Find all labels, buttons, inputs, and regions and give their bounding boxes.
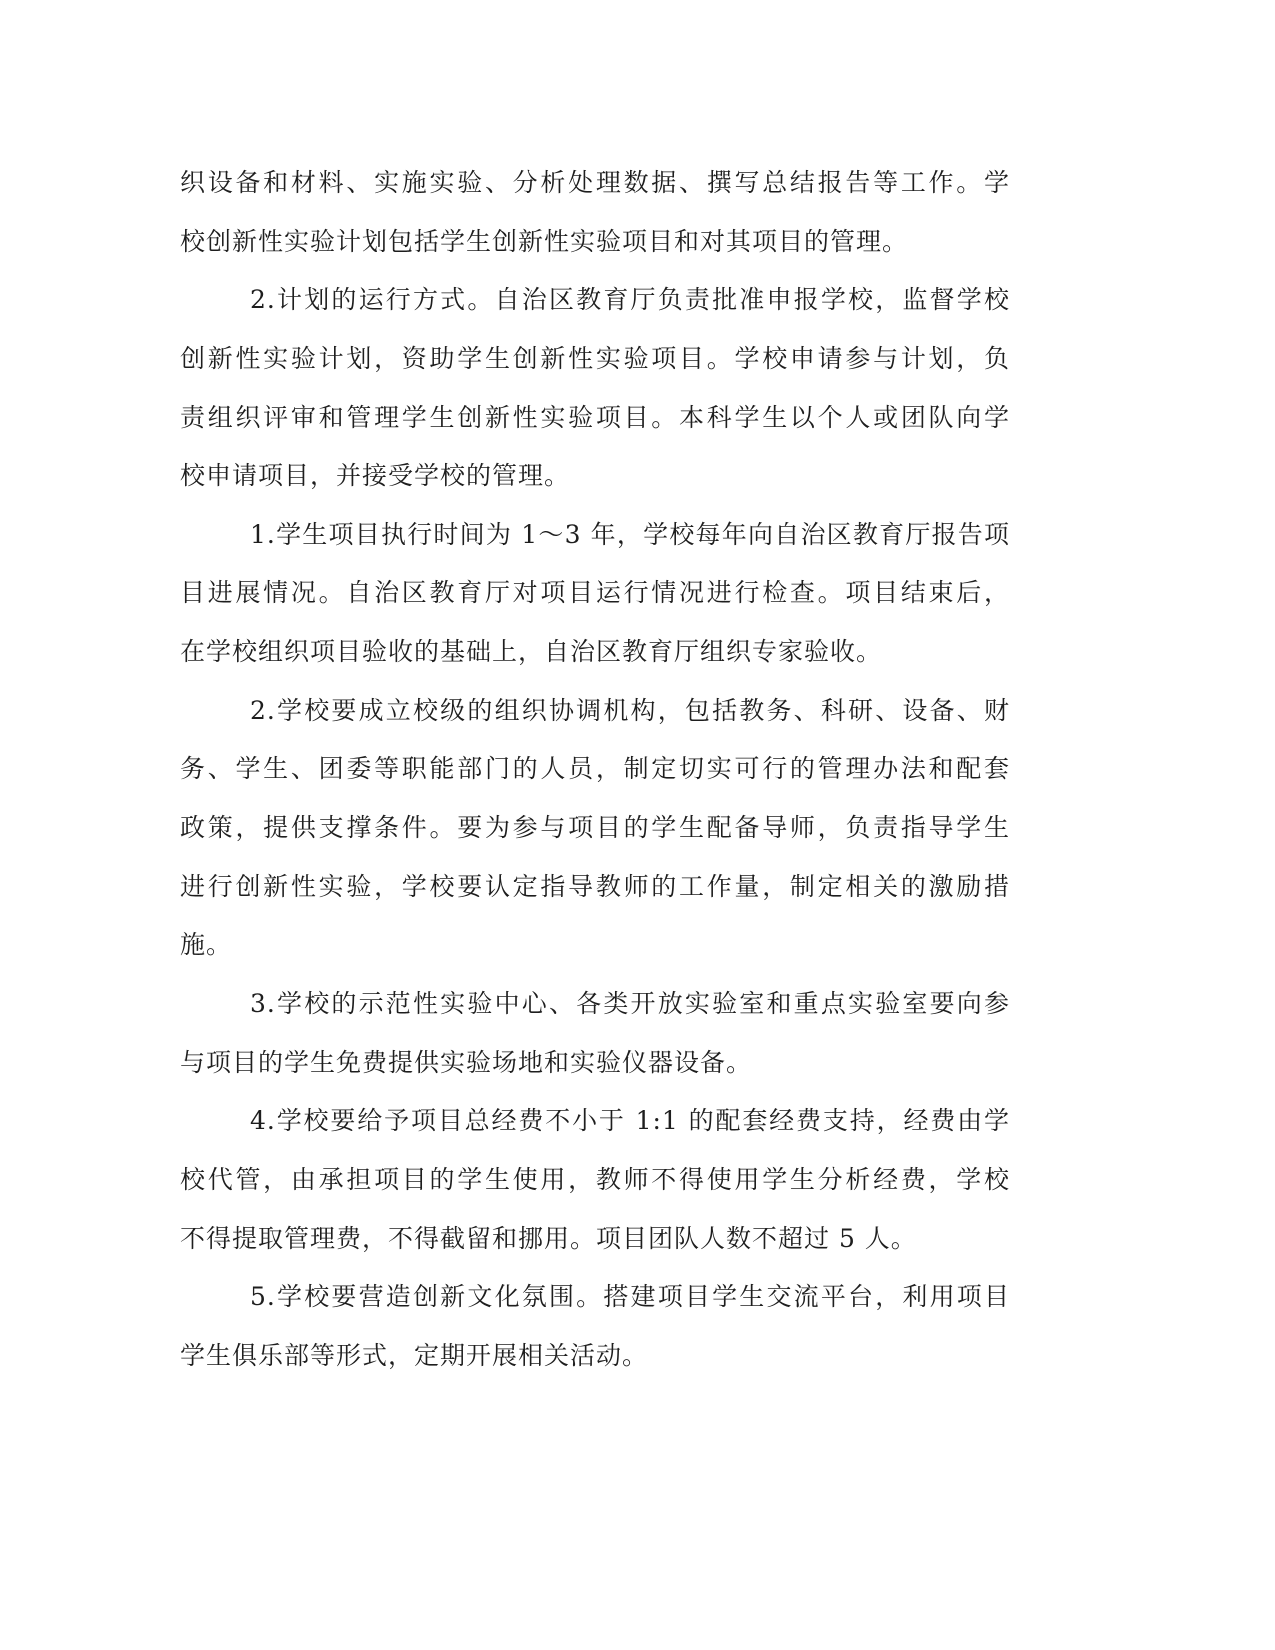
text-line: 政策，提供支撑条件。要为参与项目的学生配备导师，负责指导学生 xyxy=(180,813,1010,843)
paragraph xyxy=(180,975,1010,1092)
text-line: 与项目的学生免费提供实验场地和实验仪器设备。 xyxy=(180,1047,753,1077)
text-line: 务、学生、团委等职能部门的人员，制定切实可行的管理办法和配套 xyxy=(180,754,1010,784)
paragraph xyxy=(180,1268,1010,1385)
text-line: 1.学生项目执行时间为 1～3 年，学校每年向自治区教育厅报告项 xyxy=(250,519,1010,549)
text-line: 在学校组织项目验收的基础上，自治区教育厅组织专家验收。 xyxy=(180,637,883,667)
text-line: 创新性实验计划，资助学生创新性实验项目。学校申请参与计划，负 xyxy=(180,343,1010,373)
text-line: 5.学校要营造创新文化氛围。搭建项目学生交流平台，利用项目 xyxy=(250,1282,1010,1312)
text-line: 目进展情况。自治区教育厅对项目运行情况进行检查。项目结束后， xyxy=(180,578,1010,608)
text-line: 2.计划的运行方式。自治区教育厅负责批准申报学校，监督学校 xyxy=(250,285,1010,315)
paragraph xyxy=(180,154,1010,271)
text-line: 校创新性实验计划包括学生创新性实验项目和对其项目的管理。 xyxy=(180,226,909,256)
text-line: 不得提取管理费，不得截留和挪用。项目团队人数不超过 5 人。 xyxy=(180,1223,917,1253)
paragraph xyxy=(180,682,1010,975)
text-line: 2.学校要成立校级的组织协调机构，包括教务、科研、设备、财 xyxy=(250,695,1010,725)
paragraph xyxy=(180,1092,1010,1268)
paragraph xyxy=(180,271,1010,506)
text-line: 3.学校的示范性实验中心、各类开放实验室和重点实验室要向参 xyxy=(250,988,1010,1018)
document-body xyxy=(180,154,1010,1385)
text-line: 织设备和材料、实施实验、分析处理数据、撰写总结报告等工作。学 xyxy=(180,168,1010,197)
text-line: 学生俱乐部等形式，定期开展相关活动。 xyxy=(180,1340,649,1370)
text-line: 4.学校要给予项目总经费不小于 1:1 的配套经费支持，经费由学 xyxy=(250,1106,1010,1136)
text-line: 校代管，由承担项目的学生使用，教师不得使用学生分析经费，学校 xyxy=(180,1164,1010,1194)
text-line: 进行创新性实验，学校要认定指导教师的工作量，制定相关的激励措 xyxy=(180,871,1010,901)
text-line: 施。 xyxy=(180,930,233,960)
text-line: 责组织评审和管理学生创新性实验项目。本科学生以个人或团队向学 xyxy=(180,402,1010,432)
paragraph xyxy=(180,506,1010,682)
text-line: 校申请项目，并接受学校的管理。 xyxy=(180,461,571,491)
